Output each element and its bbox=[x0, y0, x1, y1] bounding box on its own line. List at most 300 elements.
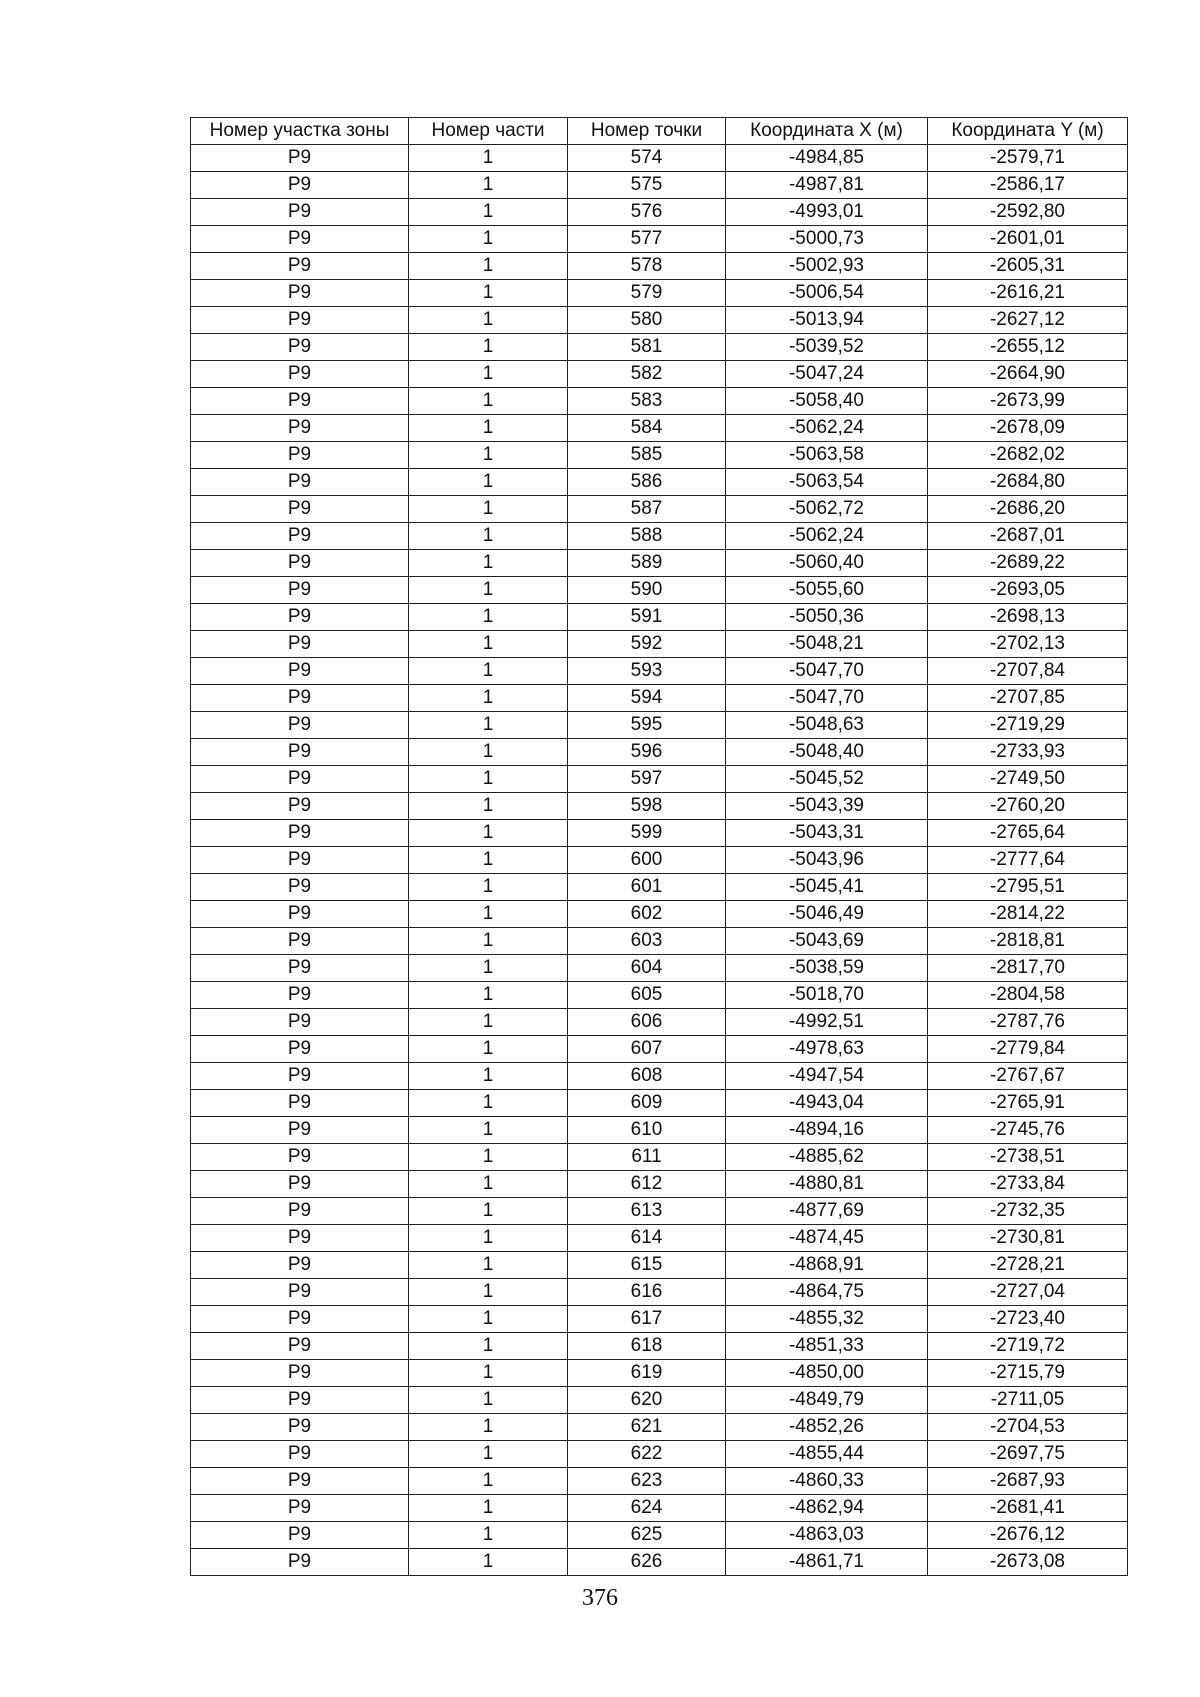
cell-coordinate-x: -5018,70 bbox=[726, 982, 928, 1009]
cell-point-number: 618 bbox=[568, 1333, 726, 1360]
cell-zone-section: Р9 bbox=[191, 847, 409, 874]
cell-part-number: 1 bbox=[409, 469, 568, 496]
cell-part-number: 1 bbox=[409, 1117, 568, 1144]
cell-part-number: 1 bbox=[409, 199, 568, 226]
cell-zone-section: Р9 bbox=[191, 712, 409, 739]
cell-point-number: 579 bbox=[568, 280, 726, 307]
cell-part-number: 1 bbox=[409, 604, 568, 631]
cell-coordinate-x: -4987,81 bbox=[726, 172, 928, 199]
cell-coordinate-y: -2728,21 bbox=[928, 1252, 1128, 1279]
cell-point-number: 612 bbox=[568, 1171, 726, 1198]
cell-coordinate-y: -2627,12 bbox=[928, 307, 1128, 334]
cell-coordinate-y: -2749,50 bbox=[928, 766, 1128, 793]
cell-coordinate-y: -2767,67 bbox=[928, 1063, 1128, 1090]
cell-zone-section: Р9 bbox=[191, 226, 409, 253]
table-row bbox=[191, 1306, 1128, 1333]
cell-point-number: 601 bbox=[568, 874, 726, 901]
cell-zone-section: Р9 bbox=[191, 1333, 409, 1360]
cell-coordinate-y: -2704,53 bbox=[928, 1414, 1128, 1441]
cell-part-number: 1 bbox=[409, 253, 568, 280]
cell-point-number: 578 bbox=[568, 253, 726, 280]
cell-coordinate-y: -2579,71 bbox=[928, 145, 1128, 172]
cell-part-number: 1 bbox=[409, 712, 568, 739]
cell-part-number: 1 bbox=[409, 1198, 568, 1225]
cell-zone-section: Р9 bbox=[191, 901, 409, 928]
table-row bbox=[191, 1495, 1128, 1522]
cell-zone-section: Р9 bbox=[191, 307, 409, 334]
cell-coordinate-y: -2745,76 bbox=[928, 1117, 1128, 1144]
cell-point-number: 616 bbox=[568, 1279, 726, 1306]
table-row bbox=[191, 1090, 1128, 1117]
cell-coordinate-x: -5000,73 bbox=[726, 226, 928, 253]
cell-coordinate-y: -2715,79 bbox=[928, 1360, 1128, 1387]
cell-part-number: 1 bbox=[409, 928, 568, 955]
cell-coordinate-x: -4852,26 bbox=[726, 1414, 928, 1441]
cell-coordinate-x: -5047,70 bbox=[726, 685, 928, 712]
table-row bbox=[191, 658, 1128, 685]
cell-coordinate-y: -2684,80 bbox=[928, 469, 1128, 496]
cell-zone-section: Р9 bbox=[191, 523, 409, 550]
table-row bbox=[191, 604, 1128, 631]
table-row bbox=[191, 469, 1128, 496]
cell-coordinate-x: -4855,32 bbox=[726, 1306, 928, 1333]
cell-coordinate-x: -5006,54 bbox=[726, 280, 928, 307]
cell-coordinate-y: -2732,35 bbox=[928, 1198, 1128, 1225]
cell-point-number: 625 bbox=[568, 1522, 726, 1549]
table-row bbox=[191, 1549, 1128, 1576]
cell-coordinate-x: -4850,00 bbox=[726, 1360, 928, 1387]
cell-zone-section: Р9 bbox=[191, 1279, 409, 1306]
cell-zone-section: Р9 bbox=[191, 658, 409, 685]
cell-zone-section: Р9 bbox=[191, 469, 409, 496]
cell-coordinate-x: -5062,72 bbox=[726, 496, 928, 523]
table-row bbox=[191, 1441, 1128, 1468]
cell-zone-section: Р9 bbox=[191, 739, 409, 766]
cell-coordinate-x: -5058,40 bbox=[726, 388, 928, 415]
cell-part-number: 1 bbox=[409, 523, 568, 550]
table-row bbox=[191, 739, 1128, 766]
table-row bbox=[191, 253, 1128, 280]
cell-point-number: 605 bbox=[568, 982, 726, 1009]
table-row bbox=[191, 685, 1128, 712]
cell-point-number: 626 bbox=[568, 1549, 726, 1576]
cell-zone-section: Р9 bbox=[191, 1144, 409, 1171]
cell-point-number: 592 bbox=[568, 631, 726, 658]
cell-zone-section: Р9 bbox=[191, 1171, 409, 1198]
cell-part-number: 1 bbox=[409, 361, 568, 388]
cell-point-number: 580 bbox=[568, 307, 726, 334]
cell-point-number: 582 bbox=[568, 361, 726, 388]
cell-part-number: 1 bbox=[409, 1171, 568, 1198]
cell-zone-section: Р9 bbox=[191, 982, 409, 1009]
cell-zone-section: Р9 bbox=[191, 172, 409, 199]
table-row bbox=[191, 1144, 1128, 1171]
cell-part-number: 1 bbox=[409, 982, 568, 1009]
cell-zone-section: Р9 bbox=[191, 1441, 409, 1468]
table-row bbox=[191, 1198, 1128, 1225]
table-row bbox=[191, 955, 1128, 982]
cell-point-number: 587 bbox=[568, 496, 726, 523]
cell-point-number: 615 bbox=[568, 1252, 726, 1279]
cell-coordinate-y: -2765,64 bbox=[928, 820, 1128, 847]
table-row bbox=[191, 1387, 1128, 1414]
cell-coordinate-y: -2733,84 bbox=[928, 1171, 1128, 1198]
cell-coordinate-y: -2817,70 bbox=[928, 955, 1128, 982]
table-row bbox=[191, 280, 1128, 307]
cell-coordinate-x: -5046,49 bbox=[726, 901, 928, 928]
cell-zone-section: Р9 bbox=[191, 550, 409, 577]
cell-zone-section: Р9 bbox=[191, 631, 409, 658]
cell-point-number: 610 bbox=[568, 1117, 726, 1144]
cell-coordinate-x: -4880,81 bbox=[726, 1171, 928, 1198]
table-row bbox=[191, 226, 1128, 253]
cell-coordinate-y: -2760,20 bbox=[928, 793, 1128, 820]
cell-point-number: 619 bbox=[568, 1360, 726, 1387]
cell-zone-section: Р9 bbox=[191, 685, 409, 712]
cell-coordinate-y: -2719,29 bbox=[928, 712, 1128, 739]
cell-zone-section: Р9 bbox=[191, 496, 409, 523]
header-part-number: Номер части bbox=[409, 118, 568, 145]
cell-coordinate-x: -5047,70 bbox=[726, 658, 928, 685]
cell-part-number: 1 bbox=[409, 874, 568, 901]
cell-zone-section: Р9 bbox=[191, 1387, 409, 1414]
cell-point-number: 595 bbox=[568, 712, 726, 739]
cell-zone-section: Р9 bbox=[191, 199, 409, 226]
cell-point-number: 621 bbox=[568, 1414, 726, 1441]
cell-part-number: 1 bbox=[409, 658, 568, 685]
cell-point-number: 622 bbox=[568, 1441, 726, 1468]
cell-zone-section: Р9 bbox=[191, 928, 409, 955]
cell-part-number: 1 bbox=[409, 631, 568, 658]
cell-zone-section: Р9 bbox=[191, 334, 409, 361]
cell-part-number: 1 bbox=[409, 442, 568, 469]
cell-coordinate-y: -2586,17 bbox=[928, 172, 1128, 199]
table-row bbox=[191, 577, 1128, 604]
header-point-number: Номер точки bbox=[568, 118, 726, 145]
cell-coordinate-y: -2693,05 bbox=[928, 577, 1128, 604]
cell-zone-section: Р9 bbox=[191, 361, 409, 388]
cell-part-number: 1 bbox=[409, 1252, 568, 1279]
cell-coordinate-x: -4855,44 bbox=[726, 1441, 928, 1468]
cell-zone-section: Р9 bbox=[191, 145, 409, 172]
table-row bbox=[191, 712, 1128, 739]
table-row bbox=[191, 1117, 1128, 1144]
cell-point-number: 624 bbox=[568, 1495, 726, 1522]
table-row bbox=[191, 847, 1128, 874]
table-row bbox=[191, 928, 1128, 955]
cell-part-number: 1 bbox=[409, 739, 568, 766]
cell-zone-section: Р9 bbox=[191, 253, 409, 280]
cell-coordinate-x: -5060,40 bbox=[726, 550, 928, 577]
cell-coordinate-x: -5048,40 bbox=[726, 739, 928, 766]
cell-coordinate-x: -5062,24 bbox=[726, 415, 928, 442]
table-row bbox=[191, 820, 1128, 847]
cell-part-number: 1 bbox=[409, 1090, 568, 1117]
cell-coordinate-y: -2689,22 bbox=[928, 550, 1128, 577]
table-row bbox=[191, 361, 1128, 388]
cell-point-number: 591 bbox=[568, 604, 726, 631]
cell-part-number: 1 bbox=[409, 1549, 568, 1576]
cell-zone-section: Р9 bbox=[191, 388, 409, 415]
table-row bbox=[191, 901, 1128, 928]
cell-point-number: 599 bbox=[568, 820, 726, 847]
cell-coordinate-x: -4868,91 bbox=[726, 1252, 928, 1279]
cell-coordinate-x: -5043,69 bbox=[726, 928, 928, 955]
cell-coordinate-y: -2655,12 bbox=[928, 334, 1128, 361]
cell-zone-section: Р9 bbox=[191, 577, 409, 604]
cell-part-number: 1 bbox=[409, 415, 568, 442]
cell-zone-section: Р9 bbox=[191, 1117, 409, 1144]
cell-coordinate-x: -5063,58 bbox=[726, 442, 928, 469]
cell-part-number: 1 bbox=[409, 307, 568, 334]
cell-point-number: 620 bbox=[568, 1387, 726, 1414]
cell-point-number: 585 bbox=[568, 442, 726, 469]
cell-zone-section: Р9 bbox=[191, 1063, 409, 1090]
cell-coordinate-x: -4992,51 bbox=[726, 1009, 928, 1036]
cell-coordinate-y: -2673,99 bbox=[928, 388, 1128, 415]
table-row bbox=[191, 1360, 1128, 1387]
cell-zone-section: Р9 bbox=[191, 1306, 409, 1333]
table-row bbox=[191, 1279, 1128, 1306]
table-row bbox=[191, 1522, 1128, 1549]
cell-part-number: 1 bbox=[409, 1522, 568, 1549]
cell-coordinate-x: -5045,41 bbox=[726, 874, 928, 901]
cell-part-number: 1 bbox=[409, 226, 568, 253]
cell-coordinate-x: -4947,54 bbox=[726, 1063, 928, 1090]
cell-part-number: 1 bbox=[409, 820, 568, 847]
cell-point-number: 613 bbox=[568, 1198, 726, 1225]
cell-coordinate-y: -2698,13 bbox=[928, 604, 1128, 631]
cell-zone-section: Р9 bbox=[191, 874, 409, 901]
cell-point-number: 583 bbox=[568, 388, 726, 415]
coordinates-table bbox=[190, 117, 1128, 1576]
cell-coordinate-y: -2601,01 bbox=[928, 226, 1128, 253]
cell-coordinate-x: -4863,03 bbox=[726, 1522, 928, 1549]
cell-coordinate-x: -4861,71 bbox=[726, 1549, 928, 1576]
cell-part-number: 1 bbox=[409, 901, 568, 928]
cell-coordinate-y: -2818,81 bbox=[928, 928, 1128, 955]
cell-coordinate-y: -2592,80 bbox=[928, 199, 1128, 226]
cell-coordinate-x: -5047,24 bbox=[726, 361, 928, 388]
cell-coordinate-x: -4943,04 bbox=[726, 1090, 928, 1117]
cell-coordinate-y: -2681,41 bbox=[928, 1495, 1128, 1522]
table-row bbox=[191, 793, 1128, 820]
cell-point-number: 588 bbox=[568, 523, 726, 550]
cell-point-number: 575 bbox=[568, 172, 726, 199]
cell-coordinate-x: -4851,33 bbox=[726, 1333, 928, 1360]
cell-point-number: 604 bbox=[568, 955, 726, 982]
cell-coordinate-x: -4877,69 bbox=[726, 1198, 928, 1225]
cell-point-number: 594 bbox=[568, 685, 726, 712]
cell-point-number: 609 bbox=[568, 1090, 726, 1117]
cell-part-number: 1 bbox=[409, 388, 568, 415]
cell-part-number: 1 bbox=[409, 145, 568, 172]
header-coordinate-y: Координата Y (м) bbox=[928, 118, 1128, 145]
cell-coordinate-y: -2733,93 bbox=[928, 739, 1128, 766]
cell-coordinate-x: -4894,16 bbox=[726, 1117, 928, 1144]
cell-coordinate-x: -4993,01 bbox=[726, 199, 928, 226]
table-body bbox=[191, 145, 1128, 1576]
table-row bbox=[191, 1225, 1128, 1252]
cell-zone-section: Р9 bbox=[191, 604, 409, 631]
table-row bbox=[191, 1171, 1128, 1198]
cell-part-number: 1 bbox=[409, 793, 568, 820]
cell-point-number: 606 bbox=[568, 1009, 726, 1036]
table-row bbox=[191, 1414, 1128, 1441]
cell-coordinate-y: -2678,09 bbox=[928, 415, 1128, 442]
cell-part-number: 1 bbox=[409, 1387, 568, 1414]
cell-coordinate-x: -5043,31 bbox=[726, 820, 928, 847]
cell-coordinate-x: -4874,45 bbox=[726, 1225, 928, 1252]
cell-coordinate-x: -4984,85 bbox=[726, 145, 928, 172]
table-row bbox=[191, 550, 1128, 577]
cell-part-number: 1 bbox=[409, 1414, 568, 1441]
cell-part-number: 1 bbox=[409, 1009, 568, 1036]
table-row bbox=[191, 388, 1128, 415]
table-row bbox=[191, 982, 1128, 1009]
cell-point-number: 602 bbox=[568, 901, 726, 928]
page-number: 376 bbox=[582, 1585, 618, 1611]
cell-part-number: 1 bbox=[409, 1441, 568, 1468]
cell-zone-section: Р9 bbox=[191, 1360, 409, 1387]
cell-point-number: 590 bbox=[568, 577, 726, 604]
table-row bbox=[191, 631, 1128, 658]
cell-zone-section: Р9 bbox=[191, 1225, 409, 1252]
cell-part-number: 1 bbox=[409, 766, 568, 793]
cell-point-number: 598 bbox=[568, 793, 726, 820]
cell-point-number: 596 bbox=[568, 739, 726, 766]
table-row bbox=[191, 334, 1128, 361]
table-row bbox=[191, 1036, 1128, 1063]
cell-coordinate-y: -2738,51 bbox=[928, 1144, 1128, 1171]
cell-coordinate-x: -4860,33 bbox=[726, 1468, 928, 1495]
cell-part-number: 1 bbox=[409, 1306, 568, 1333]
cell-point-number: 593 bbox=[568, 658, 726, 685]
cell-coordinate-y: -2686,20 bbox=[928, 496, 1128, 523]
cell-part-number: 1 bbox=[409, 550, 568, 577]
cell-part-number: 1 bbox=[409, 1225, 568, 1252]
cell-zone-section: Р9 bbox=[191, 793, 409, 820]
cell-coordinate-x: -5043,39 bbox=[726, 793, 928, 820]
table-row bbox=[191, 199, 1128, 226]
cell-coordinate-x: -5002,93 bbox=[726, 253, 928, 280]
cell-coordinate-y: -2730,81 bbox=[928, 1225, 1128, 1252]
cell-zone-section: Р9 bbox=[191, 1090, 409, 1117]
cell-coordinate-y: -2727,04 bbox=[928, 1279, 1128, 1306]
cell-zone-section: Р9 bbox=[191, 1549, 409, 1576]
cell-part-number: 1 bbox=[409, 577, 568, 604]
cell-coordinate-y: -2787,76 bbox=[928, 1009, 1128, 1036]
cell-point-number: 597 bbox=[568, 766, 726, 793]
header-coordinate-x: Координата X (м) bbox=[726, 118, 928, 145]
cell-part-number: 1 bbox=[409, 1063, 568, 1090]
cell-point-number: 581 bbox=[568, 334, 726, 361]
cell-point-number: 589 bbox=[568, 550, 726, 577]
cell-coordinate-y: -2765,91 bbox=[928, 1090, 1128, 1117]
cell-coordinate-x: -4849,79 bbox=[726, 1387, 928, 1414]
cell-zone-section: Р9 bbox=[191, 1522, 409, 1549]
cell-coordinate-y: -2605,31 bbox=[928, 253, 1128, 280]
cell-coordinate-y: -2719,72 bbox=[928, 1333, 1128, 1360]
cell-point-number: 574 bbox=[568, 145, 726, 172]
cell-part-number: 1 bbox=[409, 1036, 568, 1063]
cell-zone-section: Р9 bbox=[191, 955, 409, 982]
cell-coordinate-x: -5048,63 bbox=[726, 712, 928, 739]
cell-part-number: 1 bbox=[409, 1144, 568, 1171]
cell-coordinate-x: -5048,21 bbox=[726, 631, 928, 658]
cell-part-number: 1 bbox=[409, 280, 568, 307]
table-row bbox=[191, 1252, 1128, 1279]
cell-coordinate-y: -2687,93 bbox=[928, 1468, 1128, 1495]
cell-coordinate-x: -5043,96 bbox=[726, 847, 928, 874]
cell-point-number: 623 bbox=[568, 1468, 726, 1495]
cell-point-number: 584 bbox=[568, 415, 726, 442]
cell-part-number: 1 bbox=[409, 1333, 568, 1360]
cell-point-number: 611 bbox=[568, 1144, 726, 1171]
cell-part-number: 1 bbox=[409, 847, 568, 874]
cell-coordinate-y: -2697,75 bbox=[928, 1441, 1128, 1468]
cell-part-number: 1 bbox=[409, 685, 568, 712]
cell-coordinate-y: -2676,12 bbox=[928, 1522, 1128, 1549]
cell-coordinate-x: -5055,60 bbox=[726, 577, 928, 604]
cell-part-number: 1 bbox=[409, 334, 568, 361]
cell-zone-section: Р9 bbox=[191, 766, 409, 793]
cell-point-number: 576 bbox=[568, 199, 726, 226]
cell-part-number: 1 bbox=[409, 1495, 568, 1522]
cell-coordinate-y: -2616,21 bbox=[928, 280, 1128, 307]
cell-point-number: 600 bbox=[568, 847, 726, 874]
table-row bbox=[191, 1333, 1128, 1360]
cell-zone-section: Р9 bbox=[191, 1414, 409, 1441]
cell-coordinate-x: -5050,36 bbox=[726, 604, 928, 631]
cell-coordinate-x: -4885,62 bbox=[726, 1144, 928, 1171]
cell-point-number: 607 bbox=[568, 1036, 726, 1063]
cell-point-number: 608 bbox=[568, 1063, 726, 1090]
cell-part-number: 1 bbox=[409, 172, 568, 199]
cell-zone-section: Р9 bbox=[191, 1036, 409, 1063]
cell-point-number: 617 bbox=[568, 1306, 726, 1333]
table-row bbox=[191, 1468, 1128, 1495]
cell-coordinate-y: -2723,40 bbox=[928, 1306, 1128, 1333]
cell-point-number: 577 bbox=[568, 226, 726, 253]
cell-coordinate-x: -4862,94 bbox=[726, 1495, 928, 1522]
table-row bbox=[191, 307, 1128, 334]
table-row bbox=[191, 766, 1128, 793]
cell-coordinate-x: -5045,52 bbox=[726, 766, 928, 793]
cell-zone-section: Р9 bbox=[191, 1468, 409, 1495]
cell-zone-section: Р9 bbox=[191, 1252, 409, 1279]
cell-coordinate-y: -2673,08 bbox=[928, 1549, 1128, 1576]
cell-coordinate-y: -2664,90 bbox=[928, 361, 1128, 388]
table-row bbox=[191, 172, 1128, 199]
cell-point-number: 586 bbox=[568, 469, 726, 496]
cell-zone-section: Р9 bbox=[191, 1495, 409, 1522]
cell-part-number: 1 bbox=[409, 1468, 568, 1495]
cell-coordinate-y: -2795,51 bbox=[928, 874, 1128, 901]
table-row bbox=[191, 442, 1128, 469]
table-row bbox=[191, 1009, 1128, 1036]
cell-zone-section: Р9 bbox=[191, 442, 409, 469]
cell-part-number: 1 bbox=[409, 1360, 568, 1387]
cell-zone-section: Р9 bbox=[191, 415, 409, 442]
cell-coordinate-y: -2682,02 bbox=[928, 442, 1128, 469]
cell-part-number: 1 bbox=[409, 955, 568, 982]
cell-coordinate-x: -5062,24 bbox=[726, 523, 928, 550]
table-row bbox=[191, 1063, 1128, 1090]
cell-zone-section: Р9 bbox=[191, 1198, 409, 1225]
header-zone-section: Номер участка зоны bbox=[191, 118, 409, 145]
table-row bbox=[191, 496, 1128, 523]
